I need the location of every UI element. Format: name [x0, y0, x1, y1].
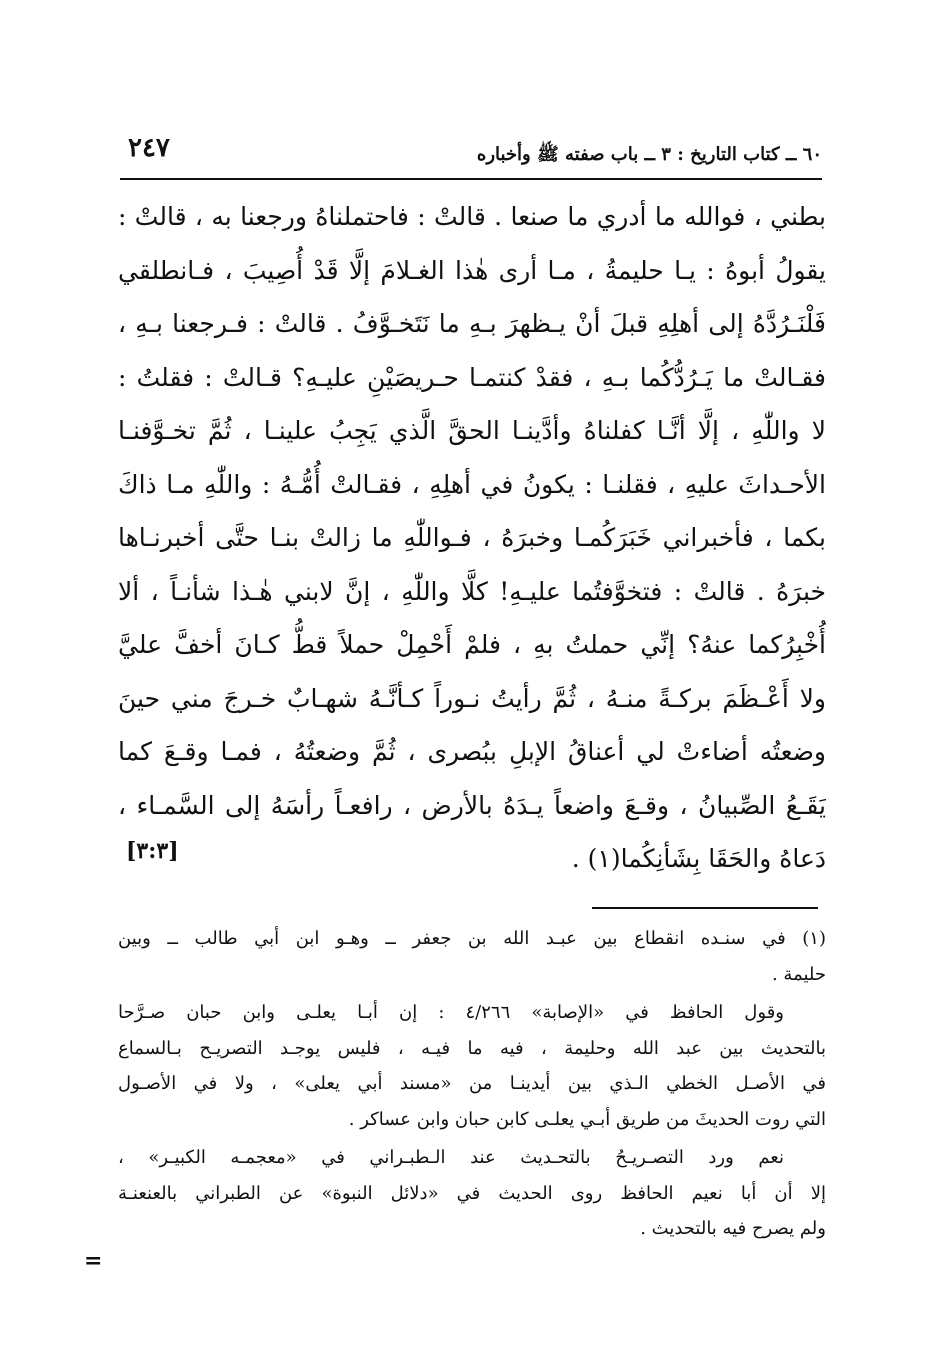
gathering-mark: =	[84, 1248, 103, 1274]
text-line: أُخْبِرُكما عنهُ؟ إنِّي حملتُ بهِ ، فلمْ أَحْمِلْ حملاً قطُّ كـانَ أخفَّ عليَّ	[118, 630, 826, 659]
text-line-last: دَعاهُ والحَقَا بِشَأنِكُما(١) .	[571, 844, 826, 873]
footnote-line: (١) في سنـده انقطاع بين عبـد الله بن جعفر ــ وهـو ابن أبي طالب ــ وبين	[118, 928, 826, 949]
footnote-line: في الأصـل الخطي الـذي بين أيدينـا من «مسند أبي يعلى» ، ولا في الأصـول	[118, 1073, 826, 1094]
footnotes	[118, 921, 826, 1247]
text-line: يَقَـعُ الصِّبيانُ ، وقـعَ واضعاً يـدَهُ بالأرض ، رافعـاً رأسَهُ إلى السَّمـاء ،	[118, 790, 826, 820]
footnote-line: ولم يصرح فيه بالتحديث .	[640, 1218, 826, 1239]
text-line: بطني ، فوالله ما أدري ما صنعا . قالتْ : فاحتملناهُ ورجعنا به ، قالتْ :	[118, 202, 826, 231]
text-line: بكما ، فأخبراني خَبَرَكُمـا وخبرَهُ ، فـواللّٰهِ ما زالتْ بنـا حتَّى أخبرنـاها	[118, 523, 826, 552]
running-title: ٦٠ ــ كتاب التاريخ : ٣ ــ باب صفته ﷺ وأخباره	[476, 144, 822, 165]
page-header	[122, 133, 822, 173]
footnote-rule	[592, 907, 818, 909]
footnote-line: وقول الحافظ في «الإصابة» ٤/٢٦٦ : إن أبـا يعلـى وابن حبان صـرَّحا	[118, 1002, 784, 1023]
main-text	[118, 190, 826, 886]
text-line: وضعتُه أضاءتْ لي أعناقُ الإبلِ ببُصرى ، ثُمَّ وضعتُهُ ، فمـا وقـعَ كما	[118, 737, 826, 766]
footnote-line: بالتحديث بين عبد الله وحليمة ، فيه ما فيـه ، فليس يوجـد التصريـح بـالسماع	[118, 1037, 826, 1059]
text-line: فَلْنَـرُدَّهُ إلى أهلِهِ قبلَ أنْ يـظهرَ بـهِ ما نَتَخـوَّفُ . قالتْ : فـرجعنا بـهِ ،	[118, 309, 826, 338]
text-line: خبرَهُ . قالتْ : فتخوَّفتُما عليـهِ! كلَّا واللّٰهِ ، إنَّ لابني هٰـذا شأنـاً ، ألا	[118, 576, 826, 606]
footnote-line: التي روت الحديثَ من طريق أبـي يعلـى كابن حبان وابن عساكر .	[348, 1108, 826, 1130]
text-line: فقـالتْ ما يَـرُدُّكُما بـهِ ، فقدْ كنتمـا حـريصَيْنِ عليـهِ؟ قـالتْ : فقلتُ :	[118, 362, 826, 392]
header-rule	[120, 178, 822, 180]
hadith-citation: [٣:٣]	[126, 838, 179, 864]
text-line: يقولُ أبوهُ : يـا حليمةُ ، مـا أرى هٰذا الغـلامَ إلَّا قَدْ أُصِيبَ ، فـانطلقي	[118, 255, 826, 285]
text-line: الأحـداثَ عليهِ ، فقلنـا : يكونُ في أهلِهِ ، فقـالتْ أُمُّـهُ : واللّٰهِ مـا ذاكَ	[118, 469, 826, 499]
page-number: ٢٤٧	[128, 133, 170, 163]
text-line: ولا أَعْـظَمَ بركـةً منـهُ ، ثُمَّ رأيتُ نـوراً كـأنَّـهُ شهـابٌ خـرجَ مني حينَ	[118, 683, 826, 713]
footnote-line: نعم ورد التصـريـحُ بالتحـديث عند الـطبـراني في «معجمـه الكبيـر» ،	[118, 1147, 784, 1168]
footnote-line: إلا أن أبا نعيم الحافظ روى الحديث في «دلائل النبوة» عن الطبراني بالعنعنـة	[118, 1182, 826, 1204]
text-line: لا واللّٰهِ ، إلَّا أنَّـا كفلناهُ وأدَّينـا الحقَّ الَّذي يَجِبُ علينـا ، ثُمَّ تخـوَّفنـا	[118, 416, 826, 445]
footnote-line: حليمة .	[771, 963, 826, 985]
